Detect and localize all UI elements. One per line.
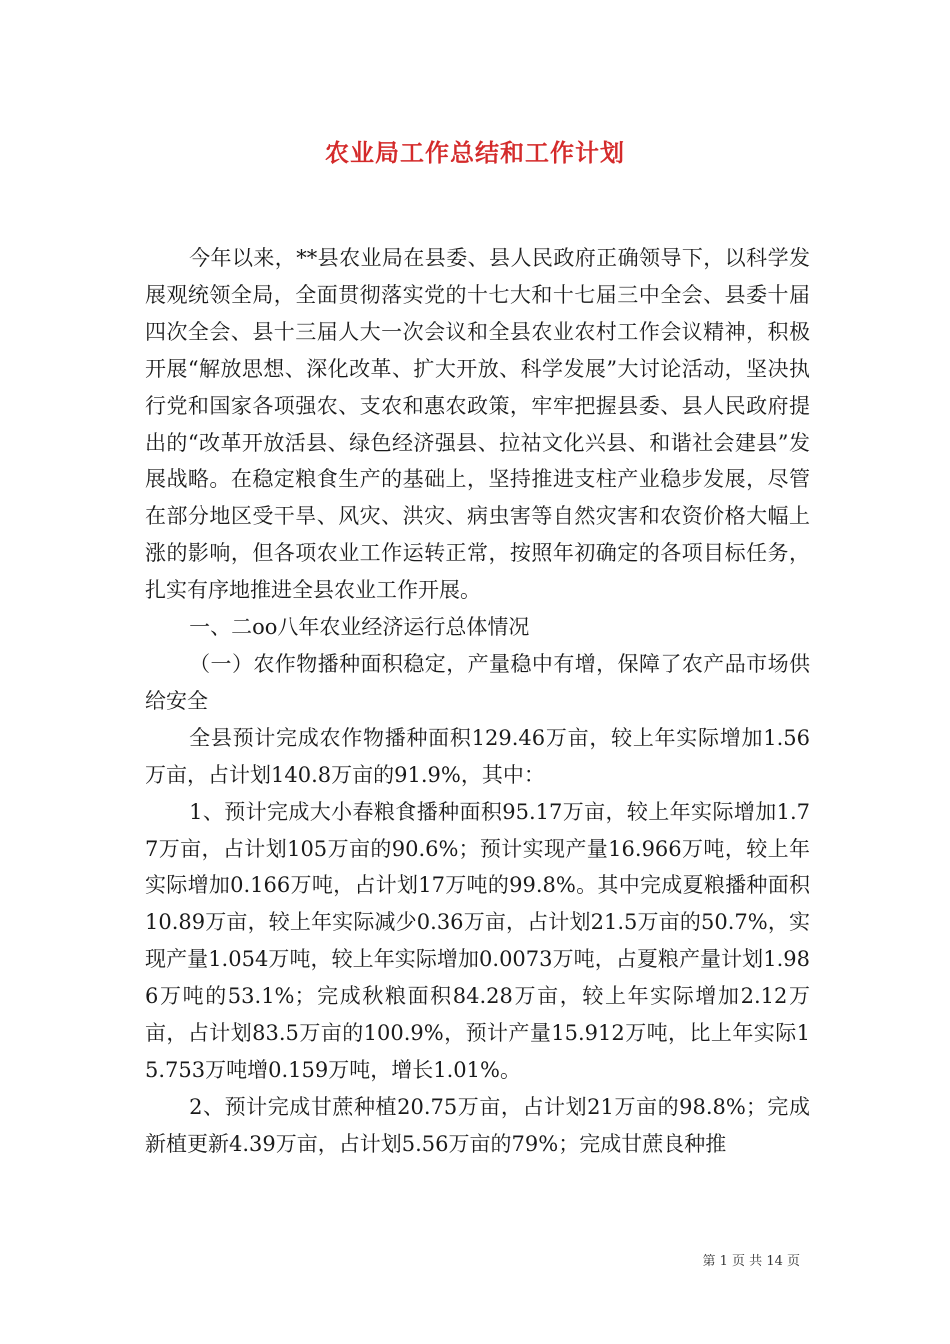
paragraph-grain: 1、预计完成大小春粮食播种面积95.17万亩，较上年实际增加1.77万亩，占计划105万亩的90.6%；预计实现产量16.966万吨，较上年实际增加0.166万吨，占计划17万吨的99.8%。其中完成夏粮播种面积10.89万亩，较上年实际减少0.36万亩，占计划21.5万亩的50.7%，实现产量1.054万吨，较上年实际增加0.0073万吨，占夏粮产量计划1.986万吨的53.1%；完成秋粮面积84.28万亩，较上年实际增加2.12万亩，占计划83.5万亩的100.9%，预计产量15.912万吨，比上年实际15.753万吨增0.159万吨，增长1.01%。 — [145, 799, 810, 1082]
section-heading-1: 一、二oo八年农业经济运行总体情况 — [189, 615, 530, 640]
document-body — [145, 240, 810, 1163]
paragraph-intro: 今年以来，**县农业局在县委、县人民政府正确领导下，以科学发展观统领全局，全面贯彻落实党的十七大和十七届三中全会、县委十届四次全会、县十三届人大一次会议和全县农业农村工作会议精神，积极开展“解放思想、深化改革、扩大开放、科学发展”大讨论活动，坚决执行党和国家各项强农、支农和惠农政策，牢牢把握县委、县人民政府提出的“改革开放活县、绿色经济强县、拉祜文化兴县、和谐社会建县”发展战略。在稳定粮食生产的基础上，坚持推进支柱产业稳步发展，尽管在部分地区受干旱、风灾、洪灾、病虫害等自然灾害和农资价格大幅上涨的影响，但各项农业工作运转正常，按照年初确定的各项目标任务，扎实有序地推进全县农业工作开展。 — [145, 246, 810, 603]
document-title: 农业局工作总结和工作计划 — [325, 138, 625, 167]
paragraph-sugarcane: 2、预计完成甘蔗种植20.75万亩，占计划21万亩的98.8%；完成新植更新4.39万亩，占计划5.56万亩的79%；完成甘蔗良种推 — [145, 1094, 810, 1156]
page-number: 第 1 页 共 14 页 — [702, 1254, 800, 1269]
subsection-heading-1: （一）农作物播种面积稳定，产量稳中有增，保障了农产品市场供给安全 — [145, 651, 810, 713]
paragraph-sowing-area: 全县预计完成农作物播种面积129.46万亩，较上年实际增加1.56万亩，占计划140.8万亩的91.9%，其中： — [145, 725, 810, 787]
